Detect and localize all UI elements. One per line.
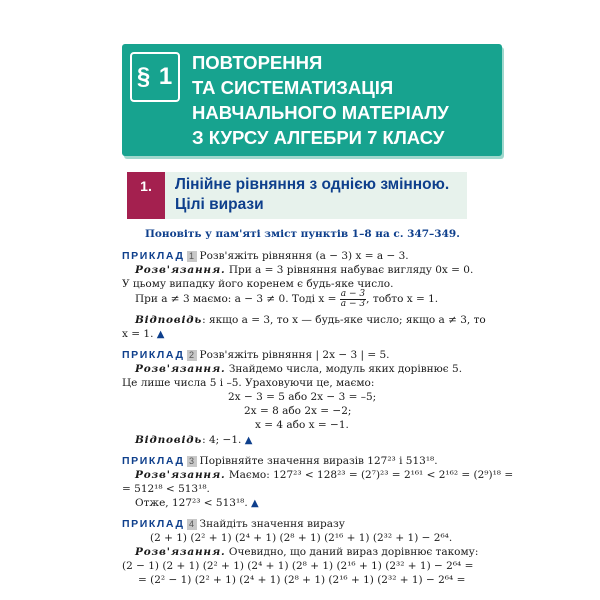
example-label: ПРИКЛАД (122, 349, 185, 361)
chapter-title-line: ТА СИСТЕМАТИЗАЦІЯ (192, 77, 394, 98)
answer-label: Відповідь (135, 314, 203, 326)
solution-label: Розв'язання. (135, 363, 226, 375)
solution-text: При a ≠ 3 маємо: a − 3 ≠ 0. Тоді x = (135, 293, 337, 305)
answer-label: Відповідь (135, 434, 203, 446)
chapter-title-line: НАВЧАЛЬНОГО МАТЕРІАЛУ (192, 102, 449, 123)
solution-label: Розв'язання. (135, 469, 226, 481)
example-1-solution-line (135, 263, 473, 277)
answer-text: : 4; −1. (202, 434, 242, 446)
fraction (340, 290, 366, 309)
expression-line: (2 + 1) (2² + 1) (2⁴ + 1) (2⁸ + 1) (2¹⁶ + 1) (2³² + 1) − 2⁶⁴. (150, 532, 453, 544)
example-task: Знайдіть значення виразу (199, 518, 345, 530)
example-1-answer (135, 313, 486, 327)
chapter-number: § 1 (130, 52, 180, 102)
example-1-heading (122, 249, 409, 263)
example-task: Порівняйте значення виразів 127²³ і 513¹⁸. (199, 455, 438, 467)
answer-text: : якщо a = 3, то x — будь-яке число; якщо a ≠ 3, то (202, 314, 486, 326)
example-label: ПРИКЛАД (122, 455, 185, 467)
solution-text: , тобто x = 1. (366, 293, 439, 305)
example-label: ПРИКЛАД (122, 250, 185, 262)
example-2-answer (135, 433, 252, 448)
example-3-conclusion (135, 496, 259, 511)
equation-line: 2x − 3 = 5 або 2x − 3 = –5; (228, 391, 377, 403)
section-title (175, 175, 465, 215)
example-task: Розв'яжіть рівняння (a − 3) x = a − 3. (199, 250, 409, 262)
solution-text: При a = 3 рівняння набуває вигляду 0x = 0. (228, 264, 474, 276)
example-number: 2 (187, 350, 197, 361)
example-label: ПРИКЛАД (122, 518, 185, 530)
solution-text: Знайдемо числа, модуль яких дорівнює 5. (228, 363, 463, 375)
equation-line: 2x = 8 або 2x = −2; (244, 405, 352, 417)
solution-text: = 512¹⁸ < 513¹⁸. (122, 483, 210, 495)
example-1-fraction-line (135, 288, 438, 310)
example-4-heading (122, 517, 345, 531)
chapter-header (122, 44, 502, 156)
equation-line: x = 4 або x = −1. (255, 419, 349, 431)
chapter-title-line: З КУРСУ АЛГЕБРИ 7 КЛАСУ (192, 127, 445, 148)
solution-label: Розв'язання. (135, 264, 226, 276)
example-number: 1 (187, 251, 197, 262)
solution-text: Очевидно, що даний вираз дорівнює такому: (228, 546, 479, 558)
fraction-numerator: a − 3 (340, 288, 366, 299)
end-triangle-icon: ▲ (251, 498, 259, 509)
example-3-solution-line (135, 468, 513, 482)
section-title-line: Цілі вирази (175, 196, 264, 213)
example-1-answer-cont (122, 327, 164, 342)
chapter-title-line: ПОВТОРЕННЯ (192, 52, 323, 73)
example-task: Розв'яжіть рівняння | 2x − 3 | = 5. (199, 349, 390, 361)
example-4-solution-line (135, 545, 478, 559)
example-3-heading (122, 454, 438, 468)
solution-label: Розв'язання. (135, 546, 226, 558)
solution-text: (2 − 1) (2 + 1) (2² + 1) (2⁴ + 1) (2⁸ + 1) (2¹⁶ + 1) (2³² + 1) − 2⁶⁴ = (122, 560, 474, 572)
solution-text: У цьому випадку його коренем є будь-яке число. (122, 278, 394, 290)
fraction-denominator: a − 3 (340, 298, 366, 309)
example-number: 3 (187, 456, 197, 467)
section-title-line: Лінійне рівняння з однією змінною. (175, 176, 450, 193)
recall-note: Поновіть у пам'яті зміст пунктів 1–8 на с. 347–349. (145, 228, 460, 240)
solution-text: Отже, 127²³ < 513¹⁸. (135, 497, 248, 509)
section-header (127, 172, 467, 219)
answer-text: x = 1. (122, 328, 154, 340)
example-2-heading (122, 348, 390, 362)
solution-text: Це лише числа 5 і –5. Ураховуючи це, маємо: (122, 377, 375, 389)
section-number: 1. (127, 172, 165, 219)
example-2-solution-line (135, 362, 462, 376)
end-triangle-icon: ▲ (156, 329, 165, 340)
example-number: 4 (187, 519, 197, 530)
end-triangle-icon: ▲ (244, 435, 253, 446)
solution-text: Маємо: 127²³ < 128²³ = (2⁷)²³ = 2¹⁶¹ < 2¹⁶² = (2⁹)¹⁸ = (228, 469, 514, 481)
solution-text: = (2² − 1) (2² + 1) (2⁴ + 1) (2⁸ + 1) (2¹⁶ + 1) (2³² + 1) − 2⁶⁴ = (138, 574, 466, 586)
chapter-title (192, 50, 497, 150)
